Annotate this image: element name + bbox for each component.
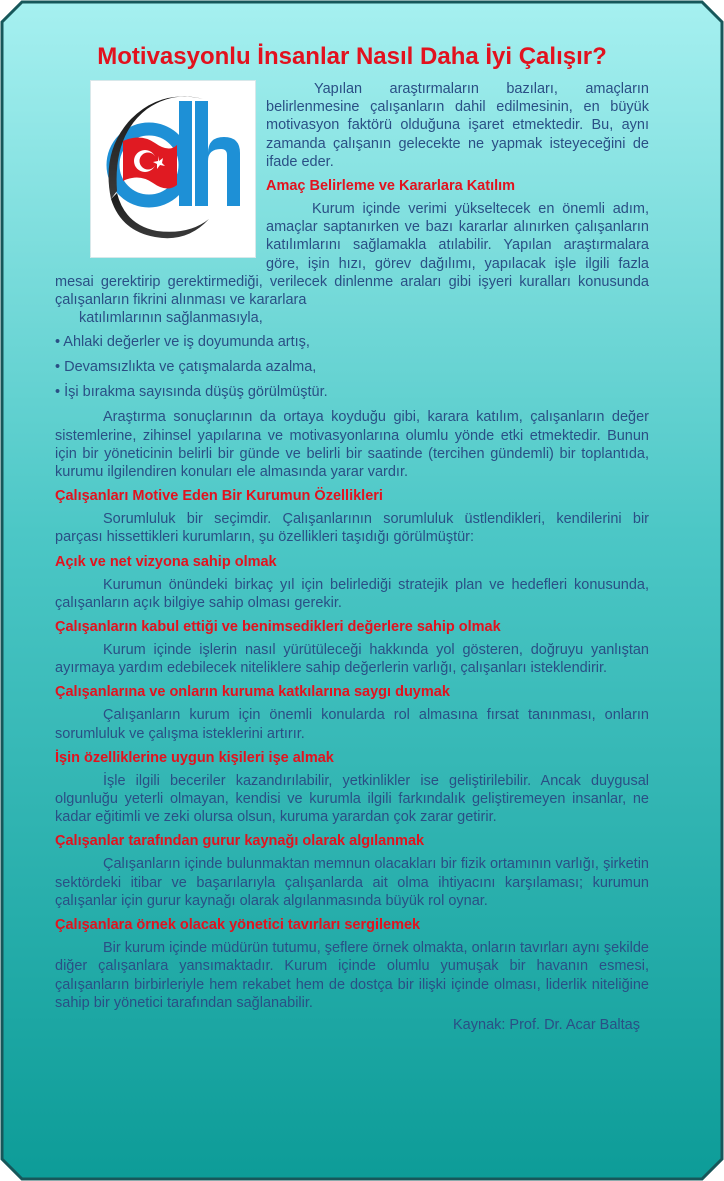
list-item: • Devamsızlıkta ve çatışmalarda azalma, <box>55 359 317 376</box>
section-body: Sorumluluk bir seçimdir. Çalışanlarının sorumluluk üstlendikleri, kendilerini bir parçası hissettikleri kurumların, şu özellikleri taşıdığı görülmüştür: <box>55 511 649 546</box>
source-credit: Kaynak: Prof. Dr. Acar Baltaş <box>453 1016 640 1033</box>
section-body-tail: katılımlarının sağlanmasıyla, <box>79 310 263 327</box>
section-body: İşle ilgili beceriler kazandırılabilir, yetkinlikler ise geliştirilebilir. Ancak duygusal olgunluğu yeterli olmayan, kendisi ve kurumla ilgili farkındalık geliştiremeyen insanlar, ne kadar eğitimli ve zeki olursa olsun, kuruma yarardan çok zarar getirir. <box>55 772 649 826</box>
list-item: • Ahlaki değerler ve iş doyumunda artış, <box>55 334 310 351</box>
section-heading: Açık ve net vizyona sahip olmak <box>55 553 277 570</box>
page-title: Motivasyonlu İnsanlar Nasıl Daha İyi Çalışır? <box>97 43 607 70</box>
benefit-list <box>55 333 649 401</box>
list-item: • İşi bırakma sayısında düşüş görülmüştür. <box>55 384 328 401</box>
section-body: Kurum içinde işlerin nasıl yürütüleceği hakkında yol gösteren, doğruyu yanlıştan ayırmaya yardım edebilecek niteliklere sahip değerlerin varlığı, çalışanları isteklendirir. <box>55 642 649 677</box>
section-heading: Amaç Belirleme ve Kararlara Katılım <box>266 178 516 195</box>
article <box>55 40 649 1034</box>
turkish-flag-icon <box>123 137 177 188</box>
section-body: Çalışanların kurum için önemli konularda rol almasına fırsat tanınması, onların sorumluluk ve çalışma isteklerini artırır. <box>55 707 649 742</box>
logo <box>90 80 256 258</box>
section-heading: Çalışanları Motive Eden Bir Kurumun Özellikleri <box>55 488 383 505</box>
section-heading: Çalışanların kabul ettiği ve benimsedikleri değerlere sahip olmak <box>55 619 501 636</box>
section-heading: Çalışanlara örnek olacak yönetici tavırları sergilemek <box>55 917 421 934</box>
section-body: Çalışanların içinde bulunmaktan memnun olacakları bir fizik ortamının varlığı, şirketin sektördeki itibar ve başarılarıyla çalışanlarda ait olma ihtiyacını karşılaması; kurumun çalışanlar için gurur kaynağı olarak algılanmasında büyük rol oynar. <box>55 856 649 909</box>
section-body: Kurumun önündeki birkaç yıl için belirlediği stratejik plan ve hedefleri konusunda, çalışanların açık bilgiye sahip olması gerekir. <box>55 576 649 611</box>
section-body: Kurum içinde verimi yükseltecek en önemli adım, amaçlar saptanırken ve bazı kararlar alınırken çalışanların katılımlarını sağlamakla atılabilir. Yapılan araştırmalara göre, işin hızı, görev dağılımı, yapılacak işle ilgili fazla mesai gerektirip gerektirmediği, verilecek dinlenme araları gibi işyeri kuralları konusunda çalışanların fikrini alınması ve kararlara <box>55 201 649 309</box>
intro-paragraph: Yapılan araştırmaların bazıları, amaçların belirlenmesine çalışanların dahil edilmesinin, en büyük motivasyon faktörü olduğuna işaret etmektedir. Bu, aynı zamanda çalışanın gelecekte ne yapmak isteyeceğini de ifade eder. <box>266 81 649 170</box>
section-body: Araştırma sonuçlarının da ortaya koyduğu gibi, karara katılım, çalışanların değer sistemlerine, zihinsel yapılarına ve motivasyonlarına olumlu yönde etki etmektedir. Bunun için bir yöneticinin belirli bir günde ve belirli bir saatinde (tercihen gündemli) bir toplantıda, kurumu ilgilendiren konuları ele almasında yarar vardır. <box>55 409 649 481</box>
section-heading: Çalışanlar tarafından gurur kaynağı olarak algılanmak <box>55 833 425 850</box>
section-heading: Çalışanlarına ve onların kuruma katkılarına saygı duymak <box>55 684 450 701</box>
section-body: Bir kurum içinde müdürün tutumu, şeflere örnek olmakta, onların tavırları aynı şekilde diğer çalışanlara yansımaktadır. Kurum içinde olumlu yumuşak bir havanın esmesi, çalışanların birbirleriyle hem rekabet hem de dostça bir ilişki içinde olması, liderlik niteliğine sahip bir yönetici tarafından sağlanabilir. <box>55 940 649 1011</box>
section-heading: İşin özelliklerine uygun kişileri işe almak <box>55 749 334 766</box>
